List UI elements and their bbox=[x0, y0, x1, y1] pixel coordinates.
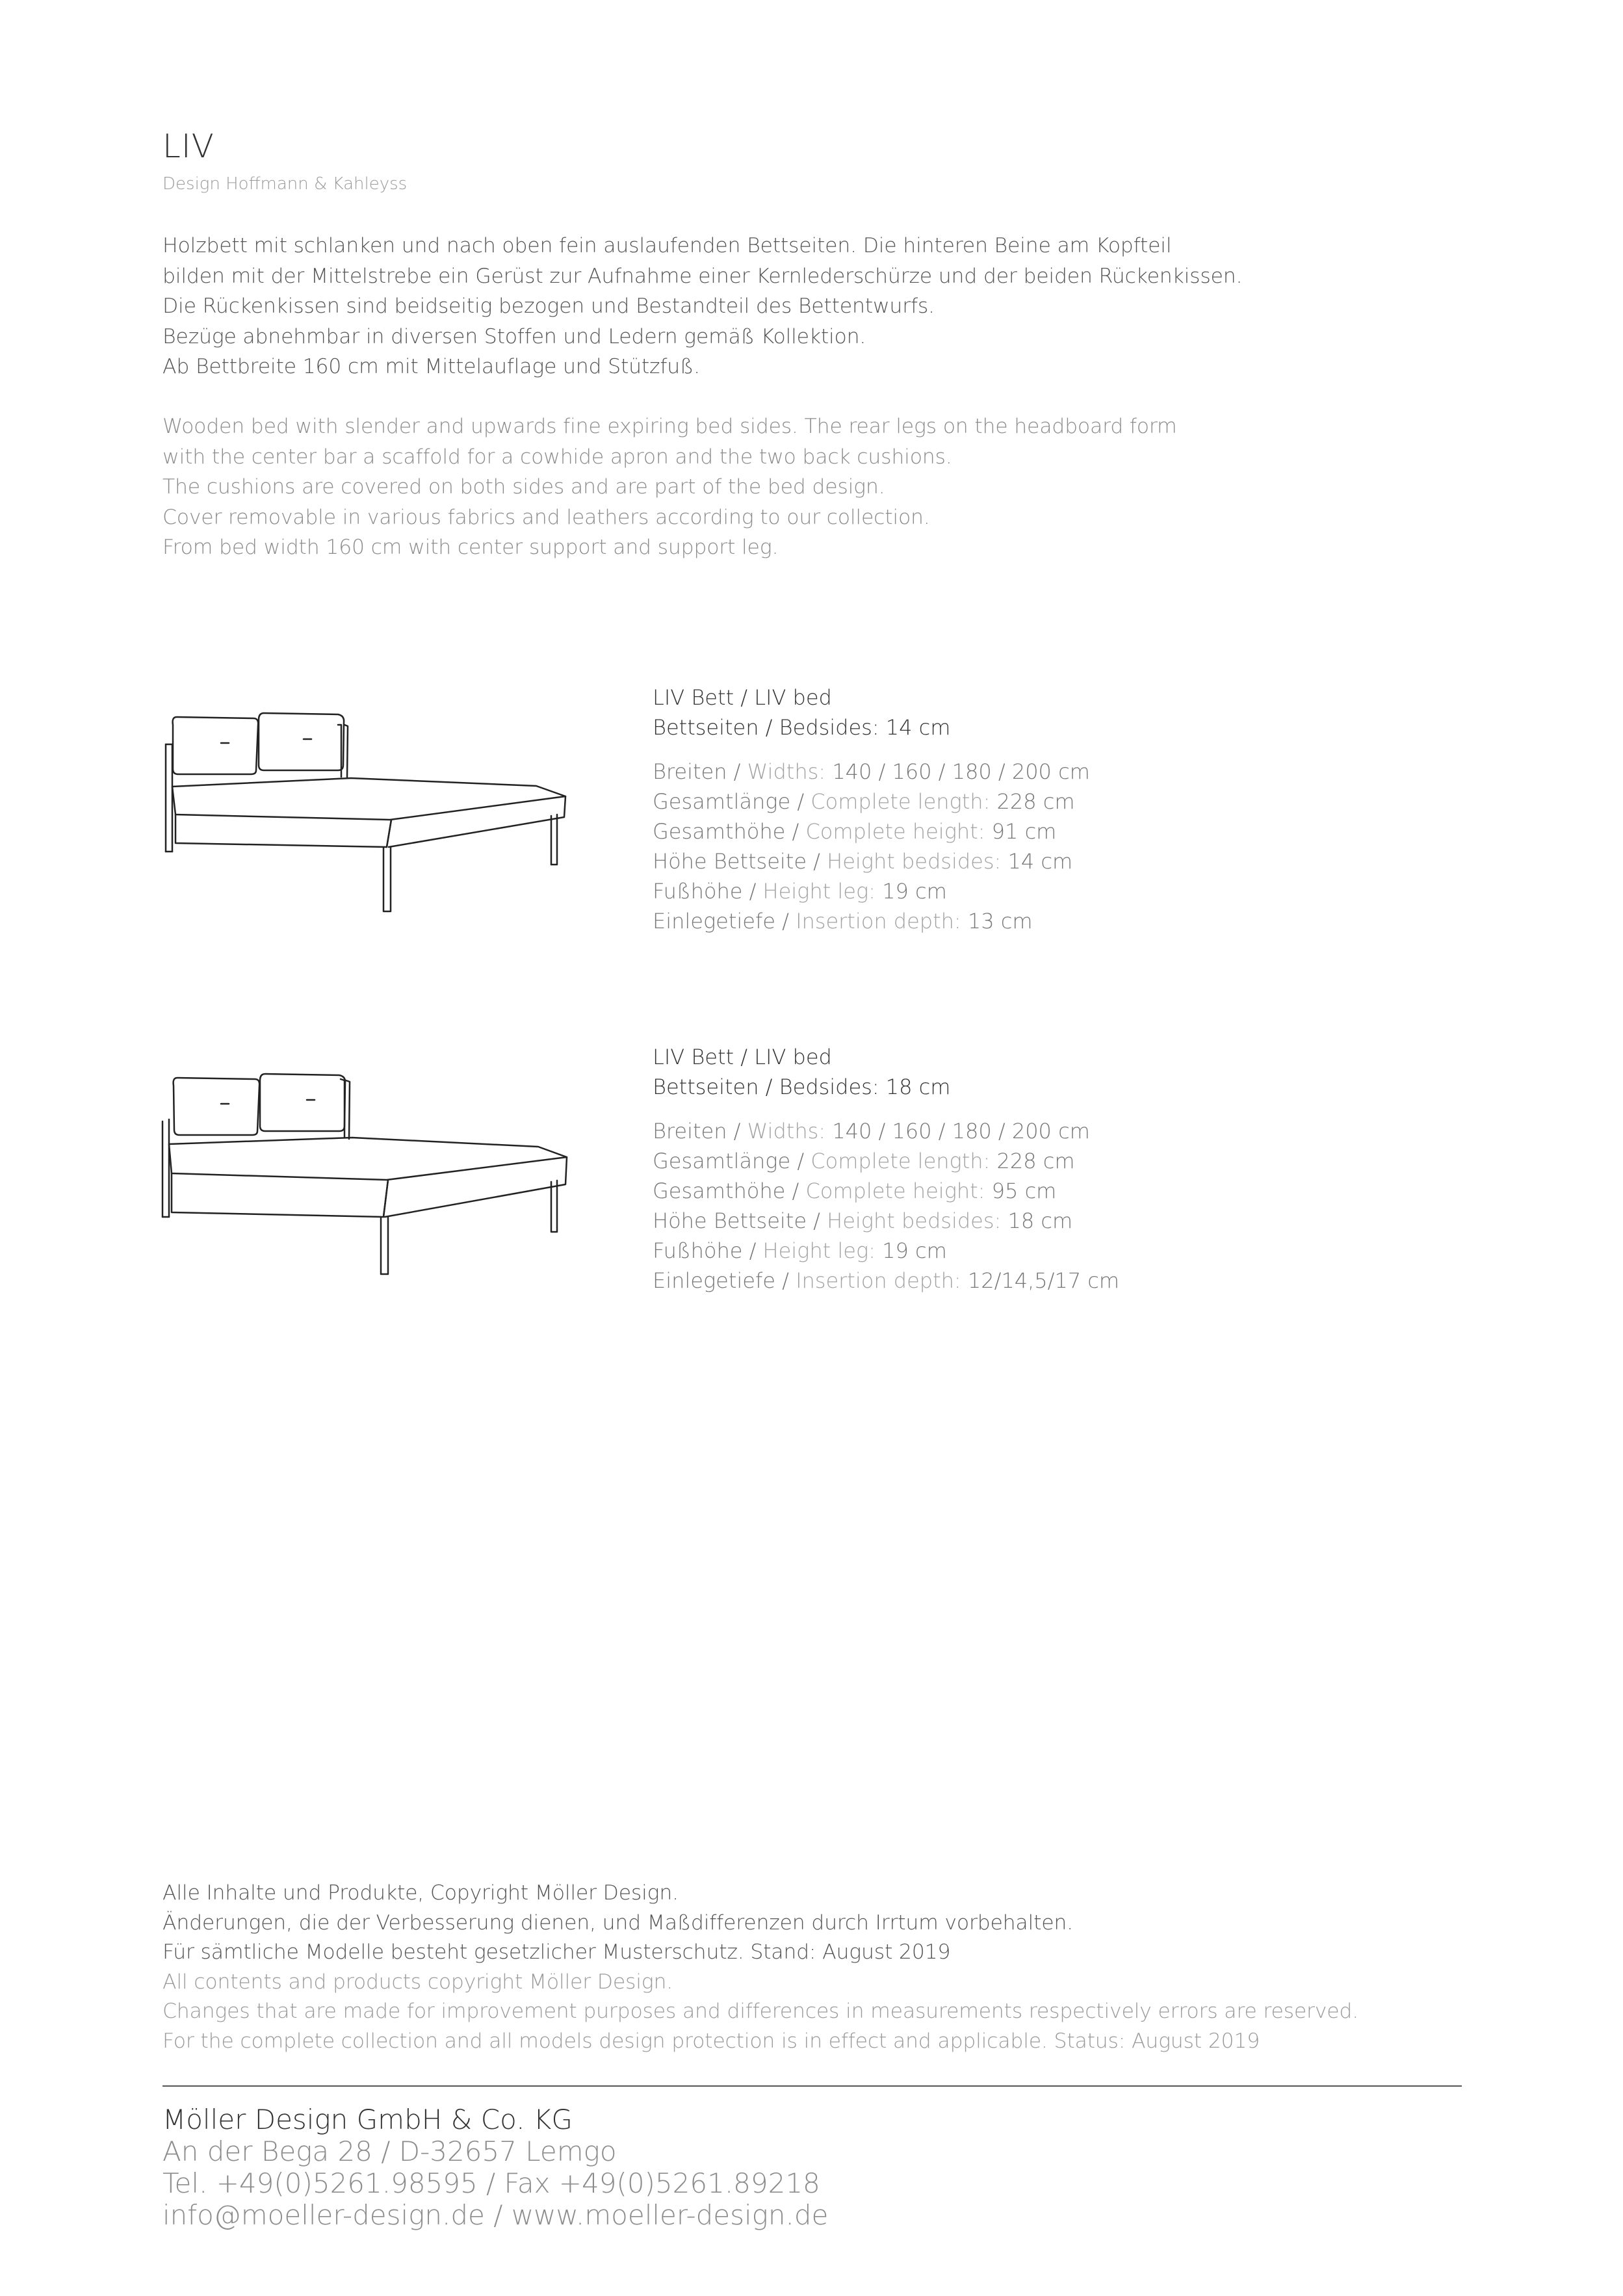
description-line: bilden mit der Mittelstrebe ein Gerüst zur Aufnahme einer Kernlederschürze und der beiden Rückenkissen. bbox=[162, 264, 1243, 288]
spec-row: Gesamtlänge / Complete length: 228 cm bbox=[653, 1149, 1075, 1173]
bed-drawing-14cm bbox=[156, 705, 585, 920]
legal-line: All contents and products copyright Möller Design. bbox=[162, 1970, 673, 1994]
spec-block-18cm bbox=[653, 1042, 1119, 1296]
description-line: Ab Bettbreite 160 cm mit Mittelauflage und Stützfuß. bbox=[162, 355, 700, 378]
spec-row: Gesamthöhe / Complete height: 95 cm bbox=[653, 1179, 1057, 1203]
spec-row: Höhe Bettseite / Height bedsides: 18 cm bbox=[653, 1208, 1073, 1233]
description-line: Bezüge abnehmbar in diversen Stoffen und Ledern gemäß Kollektion. bbox=[162, 324, 866, 348]
legal-notice bbox=[162, 1879, 1358, 2056]
company-name: Möller Design GmbH & Co. KG bbox=[162, 2104, 573, 2135]
product-name: LIV Bett / LIV bed bbox=[653, 1045, 832, 1069]
product-name: LIV Bett / LIV bed bbox=[653, 685, 832, 710]
description-english bbox=[162, 411, 1177, 563]
legal-line: Changes that are made for improvement purposes and differences in measurements respectively errors are reserved. bbox=[162, 2000, 1359, 2023]
legal-line: For the complete collection and all models design protection is in effect and applicable. Status: August 2019 bbox=[162, 2029, 1260, 2053]
bedsides-heading: Bettseiten / Bedsides: 14 cm bbox=[653, 715, 951, 740]
spec-row: Gesamtlänge / Complete length: 228 cm bbox=[653, 789, 1075, 814]
description-line: Holzbett mit schlanken und nach oben fein auslaufenden Bettseiten. Die hinteren Beine am Kopfteil bbox=[162, 234, 1172, 257]
bedsides-heading: Bettseiten / Bedsides: 18 cm bbox=[653, 1075, 951, 1099]
legal-line: Für sämtliche Modelle besteht gesetzlicher Musterschutz. Stand: August 2019 bbox=[162, 1940, 951, 1964]
page-title: LIV bbox=[162, 127, 214, 165]
spec-row: Breiten / Widths: 140 / 160 / 180 / 200 cm bbox=[653, 1119, 1090, 1143]
company-web[interactable]: info@moeller-design.de / www.moeller-design.de bbox=[162, 2199, 829, 2231]
company-info bbox=[162, 2104, 828, 2231]
designer-credit: Design Hoffmann & Kahleyss bbox=[162, 174, 408, 194]
description-line: Wooden bed with slender and upwards fine expiring bed sides. The rear legs on the headboard form bbox=[162, 415, 1177, 438]
spec-row: Höhe Bettseite / Height bedsides: 14 cm bbox=[653, 849, 1073, 874]
spec-row: Fußhöhe / Height leg: 19 cm bbox=[653, 879, 947, 904]
spec-row: Breiten / Widths: 140 / 160 / 180 / 200 cm bbox=[653, 759, 1090, 784]
spec-row: Fußhöhe / Height leg: 19 cm bbox=[653, 1238, 947, 1263]
spec-row: Gesamthöhe / Complete height: 91 cm bbox=[653, 819, 1057, 844]
description-line: Die Rückenkissen sind beidseitig bezogen und Bestandteil des Bettentwurfs. bbox=[162, 294, 935, 318]
description-line: From bed width 160 cm with center support and support leg. bbox=[162, 536, 779, 559]
description-line: with the center bar a scaffold for a cowhide apron and the two back cushions. bbox=[162, 445, 952, 469]
description-line: Cover removable in various fabrics and leathers according to our collection. bbox=[162, 505, 930, 529]
description-german bbox=[162, 231, 1242, 382]
spec-block-14cm bbox=[653, 683, 1090, 936]
legal-line: Änderungen, die der Verbesserung dienen, und Maßdifferenzen durch Irrtum vorbehalten. bbox=[162, 1911, 1073, 1935]
company-phone: Tel. +49(0)5261.98595 / Fax +49(0)5261.89218 bbox=[162, 2167, 820, 2199]
company-address: An der Bega 28 / D-32657 Lemgo bbox=[162, 2135, 617, 2167]
spec-row: Einlegetiefe / Insertion depth: 13 cm bbox=[653, 909, 1033, 933]
legal-line: Alle Inhalte und Produkte, Copyright Möller Design. bbox=[162, 1881, 679, 1905]
description-line: The cushions are covered on both sides and are part of the bed design. bbox=[162, 475, 885, 499]
spec-row: Einlegetiefe / Insertion depth: 12/14,5/17 cm bbox=[653, 1268, 1120, 1293]
footer-divider bbox=[162, 2085, 1462, 2087]
bed-drawing-18cm bbox=[156, 1066, 585, 1281]
